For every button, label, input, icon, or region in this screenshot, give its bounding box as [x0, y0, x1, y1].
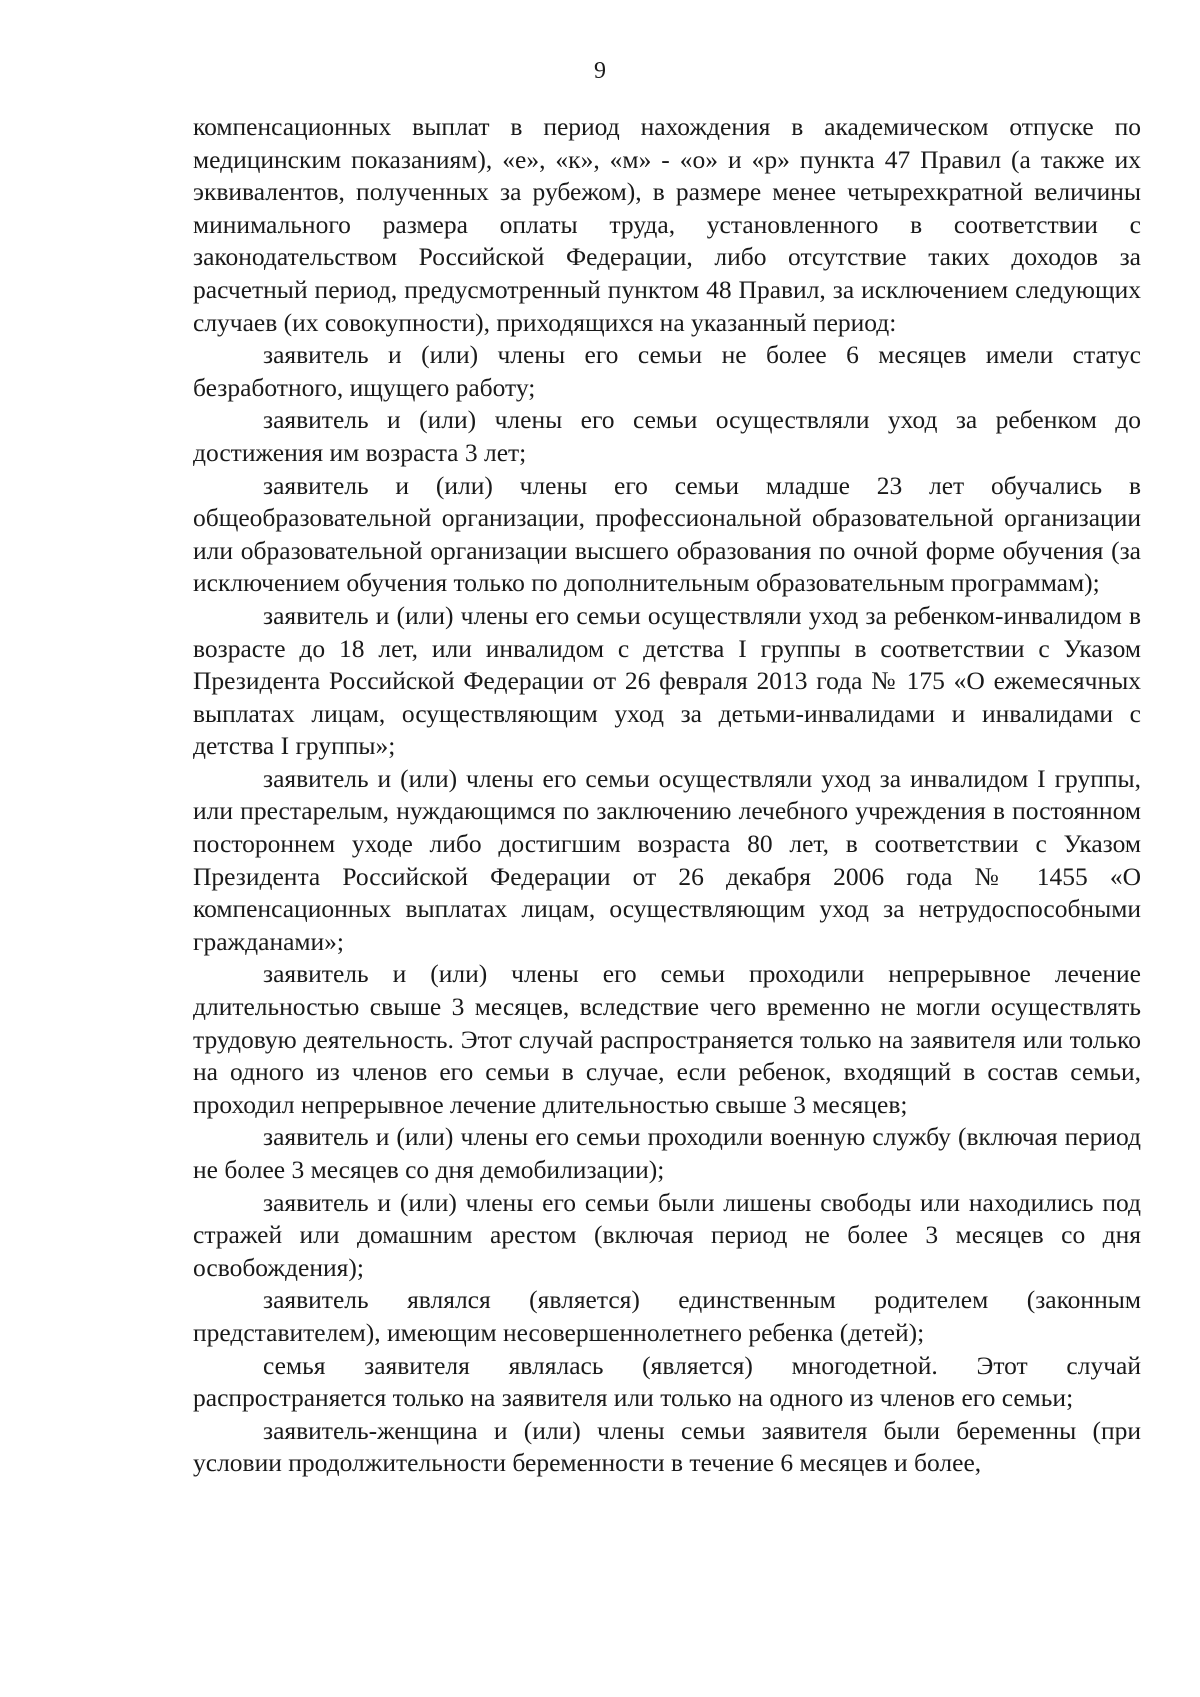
paragraph-large-family: семья заявителя являлась (является) многодетной. Этот случай распространяется только на заявителя или только на одного из членов его семьи; [193, 1350, 1141, 1413]
document-body [193, 111, 1141, 1480]
paragraph-unemployed: заявитель и (или) члены его семьи не более 6 месяцев имели статус безработного, ищущего работу; [193, 340, 1141, 402]
paragraph-disabled-child-care: заявитель и (или) члены его семьи осуществляли уход за ребенком-инвалидом в возрасте до 18 лет, или инвалидом с детства I группы в соответствии с Указом Президента Российской Федерации от 26 февраля 2013 года № 175 «О ежемесячных выплатах лицам, осуществляющим уход за детьми-инвалидами и инвалидами с детства I группы»; [193, 600, 1141, 761]
paragraph-pregnancy: заявитель-женщина и (или) члены семьи заявителя были беременны (при условии продолжительности беременности в течение 6 месяцев и более, [193, 1415, 1141, 1478]
paragraph-military-service: заявитель и (или) члены его семьи проходили военную службу (включая период не более 3 месяцев со дня демобилизации); [193, 1122, 1141, 1184]
paragraph-disabled-elderly-care: заявитель и (или) члены его семьи осуществляли уход за инвалидом I группы, или престарелым, нуждающимся по заключению лечебного учреждения в постоянном постороннем уходе либо достигшим возраста 80 лет, в соответствии с Указом Президента Российской Федерации от 26 декабря 2006 года № 1455 «О компенсационных выплатах лицам, осуществляющим уход за нетрудоспособными гражданами»; [193, 763, 1141, 956]
page-number: 9 [594, 58, 606, 84]
paragraph-education: заявитель и (или) члены его семьи младше 23 лет обучались в общеобразовательной организации, профессиональной образовательной организации или образовательной организации высшего образования по очной форме обучения (за исключением обучения только по дополнительным образовательным программам); [193, 470, 1141, 598]
paragraph-medical-treatment: заявитель и (или) члены его семьи проходили непрерывное лечение длительностью свыше 3 месяцев, вследствие чего временно не могли осуществлять трудовую деятельность. Этот случай распространяется только на заявителя или только на одного из членов его семьи в случае, если ребенок, входящий в состав семьи, проходил непрерывное лечение длительностью свыше 3 месяцев; [193, 959, 1141, 1119]
paragraph-imprisonment: заявитель и (или) члены его семьи были лишены свободы или находились под стражей или домашним арестом (включая период не более 3 месяцев со дня освобождения); [193, 1187, 1141, 1282]
paragraph-continuation: компенсационных выплат в период нахождения в академическом отпуске по медицинским показаниям), «е», «к», «м» - «о» и «р» пункта 47 Правил (а также их эквивалентов, полученных за рубежом), в размере менее четырехкратной величины минимального размера оплаты труда, установленного в соответствии с законодательством Российской Федерации, либо отсутствие таких доходов за расчетный период, предусмотренный пунктом 48 Правил, за исключением следующих случаев (их совокупности), приходящихся на указанный период: [193, 112, 1141, 337]
paragraph-single-parent: заявитель являлся (является) единственным родителем (законным представителем), имеющим несовершеннолетнего ребенка (детей); [193, 1285, 1141, 1347]
paragraph-childcare: заявитель и (или) члены его семьи осуществляли уход за ребенком до достижения им возраста 3 лет; [193, 405, 1141, 467]
